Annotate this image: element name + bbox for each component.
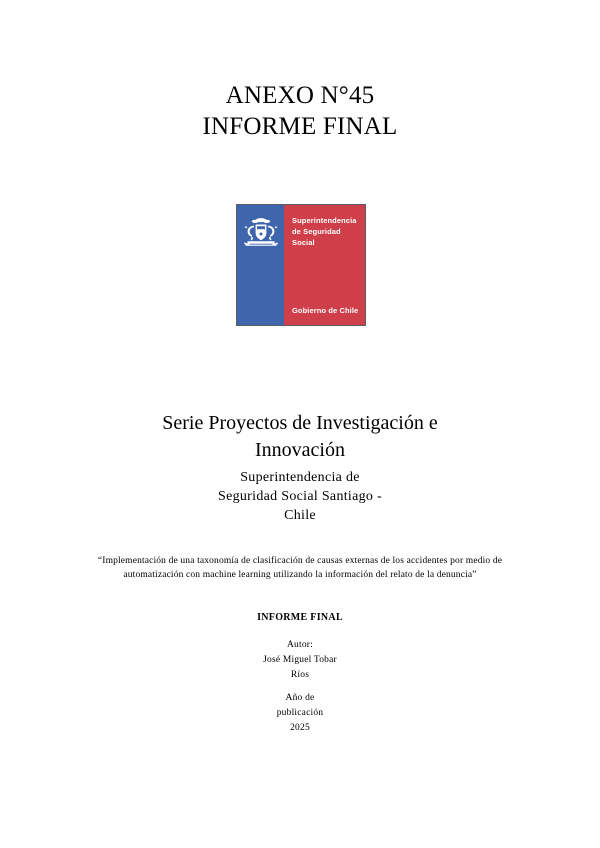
series-title-line-1: Serie Proyectos de Investigación e [162,412,438,434]
report-type-label: INFORME FINAL [257,612,343,623]
organization-line-3: Chile [284,508,316,523]
logo-flag-panel [236,204,366,326]
logo-red-panel [284,205,365,325]
logo-org-line-3: Social [292,238,315,247]
publication-label-line-1: Año de [285,693,315,703]
page-title-line-2: INFORME FINAL [202,113,398,140]
series-title-line-2: Innovación [255,439,345,461]
logo-org-line-2: de Seguridad [292,227,341,236]
publication-label-line-2: publicación [276,708,324,718]
logo-blue-panel [237,205,284,325]
organization-block [120,468,480,525]
publication-year-block [180,691,420,736]
organization-line-2: Seguridad Social Santiago - [217,489,382,504]
author-name-line-2: Ríos [290,670,310,680]
institution-logo [236,204,366,326]
organization-line-1: Superintendencia de [240,470,360,485]
project-quoted-title: “Implementación de una taxonomía de clasificación de causas externas de los accidentes por medio de automatización con machine learning utilizando la información del relato de la denuncia” [97,556,503,580]
chile-coat-of-arms-icon [241,217,281,249]
publication-year: 2025 [290,723,310,733]
author-block [180,638,420,683]
page-title-line-1: ANEXO N°45 [225,82,375,109]
page-title [0,80,600,142]
author-name-line-1: José Miguel Tobar [263,655,337,665]
series-title [70,410,530,464]
author-label: Autor: [286,640,313,650]
logo-organization-name [292,215,360,248]
logo-government-label: Gobierno de Chile [292,306,359,315]
logo-org-line-1: Superintendencia [292,216,357,225]
